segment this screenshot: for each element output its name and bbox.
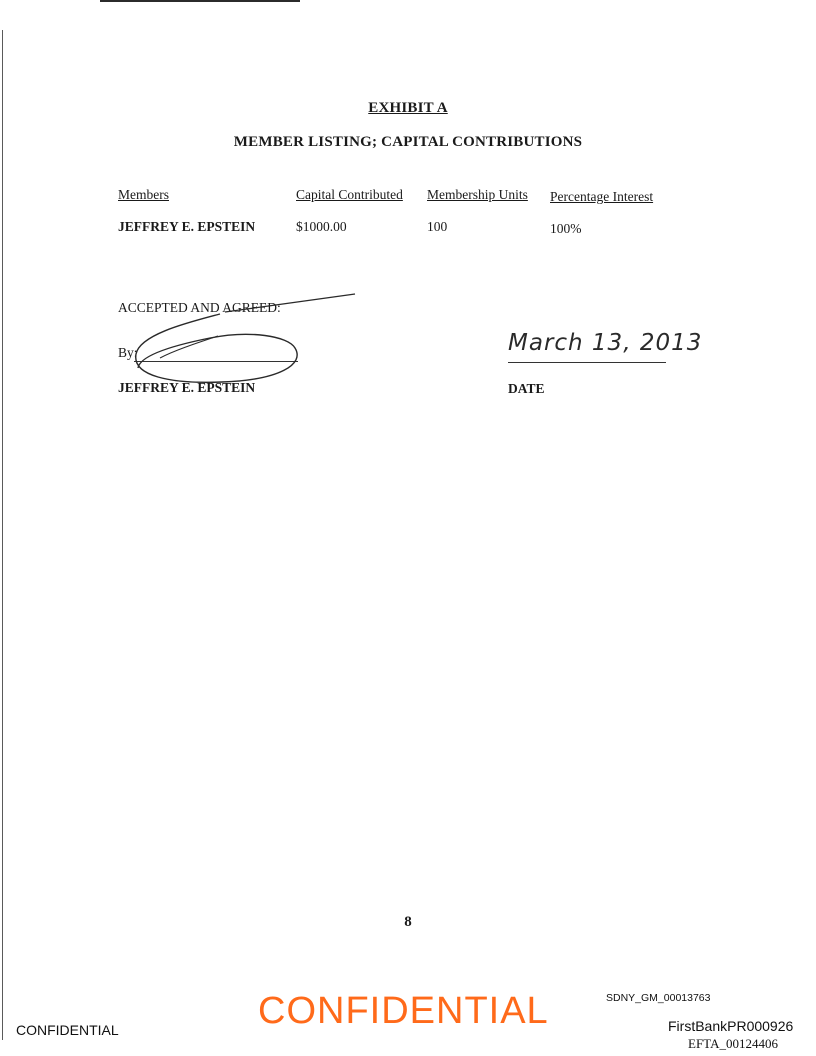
page-number: 8 — [404, 914, 412, 930]
date-label: DATE — [508, 381, 545, 396]
bates-efta: EFTA_00124406 — [688, 1036, 778, 1051]
table-header-units: Membership Units — [427, 187, 528, 202]
date-line — [508, 362, 666, 363]
table-cell-capital: $1000.00 — [296, 219, 347, 234]
table-cell-units: 100 — [427, 219, 448, 234]
confidential-stamp: CONFIDENTIAL — [258, 990, 549, 1032]
table-cell-percentage: 100% — [550, 221, 582, 236]
handwritten-signature — [130, 292, 360, 392]
exhibit-subheading: MEMBER LISTING; CAPITAL CONTRIBUTIONS — [233, 134, 583, 150]
handwritten-date: March 13, 2013 — [508, 330, 703, 356]
scan-edge-line — [2, 30, 3, 1040]
bates-firstbank: FirstBankPR000926 — [668, 1018, 794, 1034]
confidential-label: CONFIDENTIAL — [16, 1022, 119, 1038]
bates-sdny: SDNY_GM_00013763 — [606, 992, 711, 1004]
table-header-members: Members — [118, 187, 169, 202]
table-cell-member: JEFFREY E. EPSTEIN — [118, 219, 256, 234]
table-header-percentage: Percentage Interest — [550, 189, 654, 204]
scan-artifact-line — [100, 0, 300, 2]
table-header-capital: Capital Contributed — [296, 187, 403, 202]
exhibit-heading: EXHIBIT A — [368, 100, 448, 116]
accepted-label: ACCEPTED AND AGREED: — [118, 300, 281, 315]
by-label: By: — [118, 345, 138, 360]
signer-name: JEFFREY E. EPSTEIN — [118, 380, 256, 395]
